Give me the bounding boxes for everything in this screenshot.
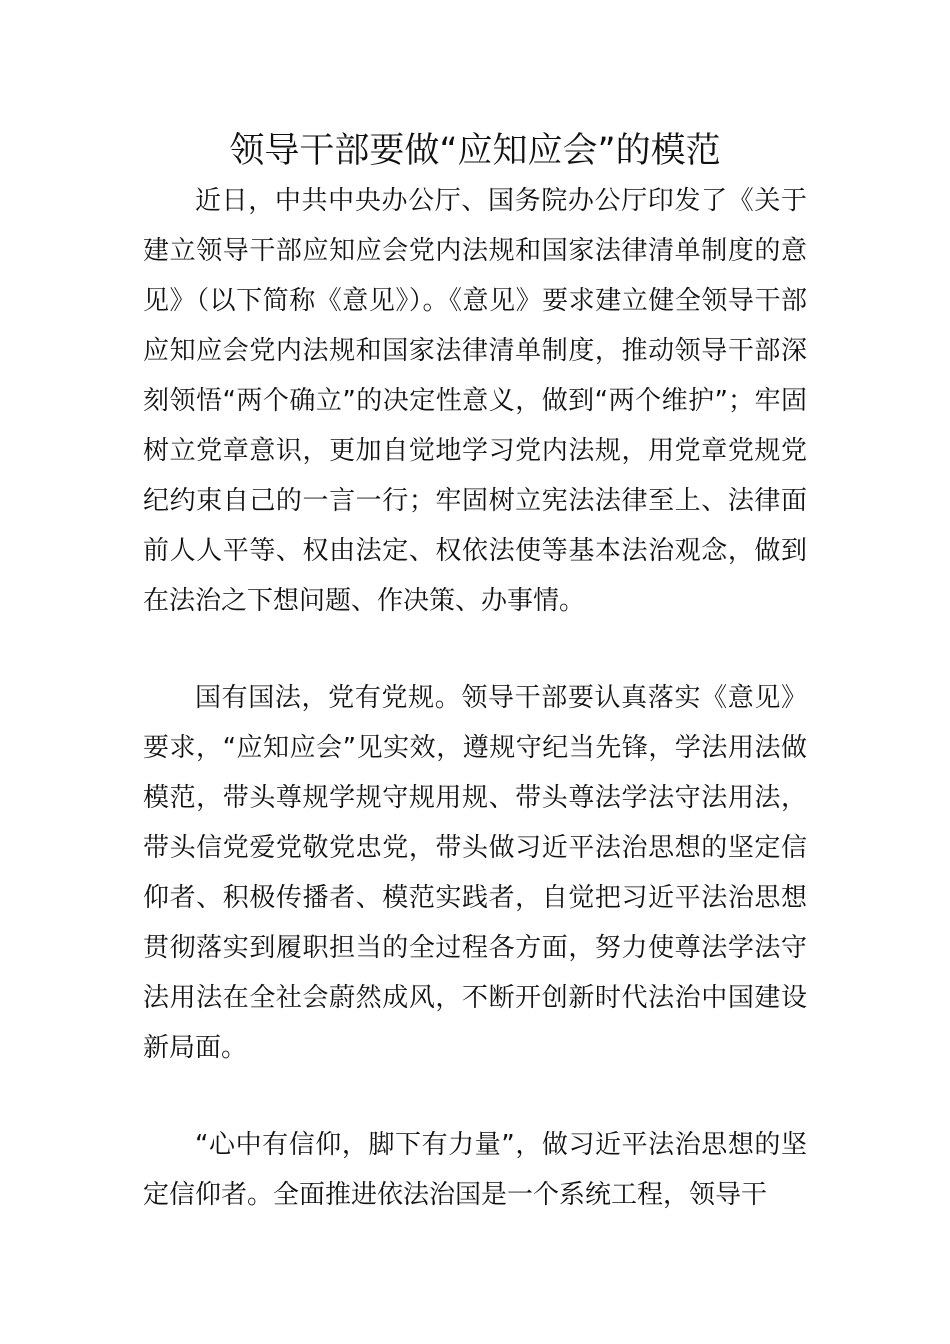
document-title: 领导干部要做“应知应会”的模范 — [229, 131, 721, 171]
paragraph-1: 近日，中共中央办公厅、国务院办公厅印发了《关于建立领导干部应知应会党内法规和国家法律清单制度的意见》（以下简称《意见》）。《意见》要求建立健全领导干部应知应会党内法规和国家法律清单制度，推动领导干部深刻领悟“两个确立”的决定性意义，做到“两个维护”；牢固树立党章意识，更加自觉地学习党内法规，用党章党规党纪约束自己的一言一行；牢固树立宪法法律至上、法律面前人人平等、权由法定、权依法使等基本法治观念，做到在法治之下想问题、作决策、办事情。 — [143, 186, 807, 616]
paragraph-2: 国有国法，党有党规。领导干部要认真落实《意见》要求，“应知应会”见实效，遵规守纪当先锋，学法用法做模范，带头尊规学规守规用规、带头尊法学法守法用法，带头信党爱党敬党忠党，带头做习近平法治思想的坚定信仰者、积极传播者、模范实践者，自觉把习近平法治思想贯彻落实到履职担当的全过程各方面，努力使尊法学法守法用法在全社会蔚然成风，不断开创新时代法治中国建设新局面。 — [143, 683, 807, 1063]
paragraph-3: “心中有信仰，脚下有力量”，做习近平法治思想的坚定信仰者。全面推进依法治国是一个系统工程，领导干 — [143, 1130, 807, 1210]
